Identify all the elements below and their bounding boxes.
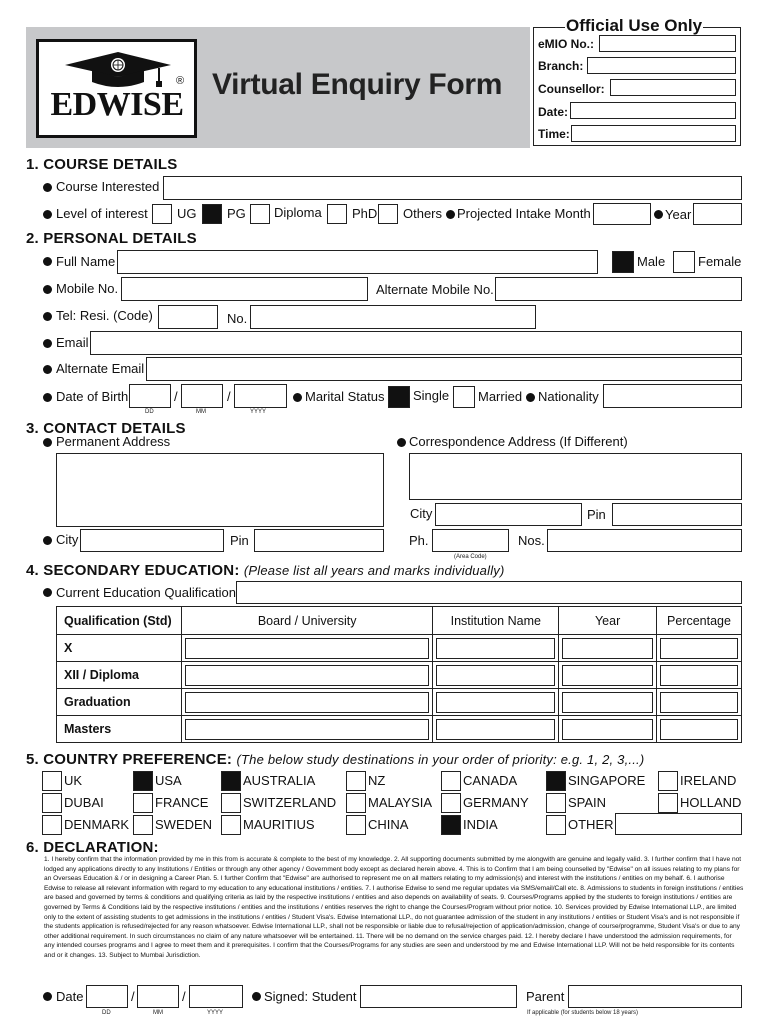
diploma-label: Diploma: [274, 205, 322, 220]
denmark-checkbox[interactable]: [42, 815, 62, 835]
official-use-title: Official Use Only: [566, 16, 703, 35]
tel-no-label: No.: [227, 311, 248, 326]
other-country-field[interactable]: [615, 813, 742, 835]
spain-checkbox[interactable]: [546, 793, 566, 813]
signed-student-label: Signed: Student: [264, 989, 357, 1004]
education-table-header: [57, 607, 742, 635]
permanent-address-label: Permanent Address: [56, 434, 171, 449]
sign-month-field[interactable]: [137, 985, 179, 1008]
canada-label: CANADA: [463, 773, 518, 788]
female-checkbox[interactable]: [673, 251, 695, 273]
institution-cell[interactable]: [433, 689, 559, 716]
pg-checkbox[interactable]: [202, 204, 222, 224]
counsellor-label: Counsellor:: [538, 82, 605, 96]
dob-dd-hint: DD: [145, 409, 154, 415]
nationality-field[interactable]: [603, 384, 742, 408]
dob-label: Date of Birth: [56, 389, 129, 404]
male-label: Male: [637, 254, 666, 269]
official-date-field[interactable]: [570, 102, 736, 119]
china-checkbox[interactable]: [346, 815, 366, 835]
single-label: Single: [413, 388, 450, 403]
bullet: [252, 992, 261, 1001]
sign-year-field[interactable]: [189, 985, 243, 1008]
corr-pin-label: Pin: [587, 507, 606, 522]
germany-checkbox[interactable]: [441, 793, 461, 813]
switzerland-label: SWITZERLAND: [243, 795, 337, 810]
institution-cell[interactable]: [433, 635, 559, 662]
bullet: [293, 393, 302, 402]
holland-label: HOLLAND: [680, 795, 742, 810]
sign-slash: /: [182, 989, 186, 1004]
pg-label: PG: [227, 206, 246, 221]
year-cell[interactable]: [559, 689, 657, 716]
uk-label: UK: [64, 773, 83, 788]
table-row: [57, 635, 742, 662]
sign-date-label: Date: [56, 989, 84, 1004]
education-table: [56, 606, 742, 743]
bullet: [43, 312, 52, 321]
board-cell[interactable]: [181, 635, 433, 662]
holland-checkbox[interactable]: [658, 793, 678, 813]
single-checkbox[interactable]: [388, 386, 410, 408]
female-label: Female: [698, 254, 742, 269]
dubai-label: DUBAI: [64, 795, 104, 810]
bullet: [43, 257, 52, 266]
current-qualification-field[interactable]: [236, 581, 742, 604]
row-label: Masters: [57, 716, 182, 743]
bullet: [43, 536, 52, 545]
personal-details-heading: 2. PERSONAL DETAILS: [26, 230, 197, 247]
col-percentage: Percentage: [657, 607, 742, 635]
nationality-label: Nationality: [538, 389, 599, 404]
full-name-field[interactable]: [117, 250, 598, 274]
germany-label: GERMANY: [463, 795, 529, 810]
bullet: [43, 365, 52, 374]
permanent-address-field[interactable]: [56, 453, 384, 527]
country-preference-heading: [26, 751, 644, 768]
table-row: [57, 662, 742, 689]
china-label: CHINA: [368, 817, 409, 832]
parent-signature-field[interactable]: [568, 985, 742, 1008]
bullet: [43, 393, 52, 402]
dob-year-field[interactable]: [234, 384, 287, 408]
full-name-label: Full Name: [56, 254, 116, 269]
phd-checkbox[interactable]: [327, 204, 347, 224]
diploma-checkbox[interactable]: [250, 204, 270, 224]
parent-label: Parent: [526, 989, 565, 1004]
board-cell[interactable]: [181, 662, 433, 689]
declaration-heading: 6. DECLARATION:: [26, 839, 159, 856]
mauritius-label: MAURITIUS: [243, 817, 315, 832]
france-checkbox[interactable]: [133, 793, 153, 813]
year-cell[interactable]: [559, 635, 657, 662]
row-label: X: [57, 635, 182, 662]
bullet: [43, 183, 52, 192]
email-label: Email: [56, 335, 89, 350]
others-checkbox[interactable]: [378, 204, 398, 224]
usa-checkbox[interactable]: [133, 771, 153, 791]
ug-label: UG: [177, 206, 197, 221]
form-title: Virtual Enquiry Form: [212, 68, 503, 101]
nz-checkbox[interactable]: [346, 771, 366, 791]
sign-slash: /: [131, 989, 135, 1004]
intake-month-field[interactable]: [593, 203, 651, 225]
institution-cell[interactable]: [433, 716, 559, 743]
col-institution: Institution Name: [433, 607, 559, 635]
branch-label: Branch:: [538, 59, 584, 73]
india-checkbox[interactable]: [441, 815, 461, 835]
sweden-label: SWEDEN: [155, 817, 213, 832]
singapore-checkbox[interactable]: [546, 771, 566, 791]
dob-day-field[interactable]: [129, 384, 171, 408]
perm-pin-field[interactable]: [254, 529, 384, 552]
malaysia-checkbox[interactable]: [346, 793, 366, 813]
correspondence-address-field[interactable]: [409, 453, 742, 500]
sweden-checkbox[interactable]: [133, 815, 153, 835]
sign-yyyy-hint: YYYY: [207, 1010, 224, 1016]
usa-label: USA: [155, 773, 182, 788]
tel-resi-label: Tel: Resi. (Code): [56, 308, 153, 323]
sign-day-field[interactable]: [86, 985, 128, 1008]
secondary-education-heading: [26, 562, 505, 579]
intake-month-label: Projected Intake Month: [457, 206, 591, 221]
marital-status-label: Marital Status: [305, 389, 385, 404]
dob-mm-hint: MM: [196, 409, 206, 415]
percentage-cell[interactable]: [657, 662, 742, 689]
mobile-label: Mobile No.: [56, 281, 119, 296]
others-label: Others: [403, 206, 443, 221]
official-time-field[interactable]: [571, 125, 736, 142]
row-label: XII / Diploma: [57, 662, 182, 689]
canada-checkbox[interactable]: [441, 771, 461, 791]
phone-nos-field[interactable]: [547, 529, 742, 552]
course-interested-field[interactable]: [163, 176, 742, 200]
bullet: [43, 285, 52, 294]
board-cell[interactable]: [181, 716, 433, 743]
col-board: Board / University: [181, 607, 433, 635]
nos-label: Nos.: [518, 533, 545, 548]
area-code-hint: (Area Code): [454, 554, 487, 560]
malaysia-label: MALAYSIA: [368, 795, 433, 810]
percentage-cell[interactable]: [657, 635, 742, 662]
country-preference-hint: (The below study destinations in your order of priority: e.g. 1, 2, 3,...): [236, 752, 645, 767]
ireland-label: IRELAND: [680, 773, 737, 788]
year-cell[interactable]: [559, 662, 657, 689]
col-qualification: Qualification (Std): [57, 607, 182, 635]
denmark-label: DENMARK: [64, 817, 130, 832]
bullet: [397, 438, 406, 447]
year-cell[interactable]: [559, 716, 657, 743]
branch-field[interactable]: [587, 57, 736, 74]
uk-checkbox[interactable]: [42, 771, 62, 791]
switzerland-checkbox[interactable]: [221, 793, 241, 813]
singapore-label: SINGAPORE: [568, 773, 646, 788]
percentage-cell[interactable]: [657, 716, 742, 743]
corr-city-label: City: [410, 506, 433, 521]
mauritius-checkbox[interactable]: [221, 815, 241, 835]
alt-email-field[interactable]: [146, 357, 742, 381]
france-label: FRANCE: [155, 795, 209, 810]
bullet: [526, 393, 535, 402]
board-cell[interactable]: [181, 689, 433, 716]
contact-details-heading: 3. CONTACT DETAILS: [26, 420, 186, 437]
table-row: [57, 689, 742, 716]
bullet: [43, 438, 52, 447]
course-details-heading: 1. COURSE DETAILS: [26, 156, 178, 173]
married-checkbox[interactable]: [453, 386, 475, 408]
registered-mark: ®: [176, 75, 185, 87]
dob-yyyy-hint: YYYY: [250, 409, 267, 415]
table-row: [57, 716, 742, 743]
area-code-field[interactable]: [432, 529, 509, 552]
sign-dd-hint: DD: [102, 1010, 111, 1016]
dob-month-field[interactable]: [181, 384, 223, 408]
official-time-label: Time:: [538, 127, 570, 141]
other-checkbox[interactable]: [546, 815, 566, 835]
email-field[interactable]: [90, 331, 742, 355]
corr-pin-field[interactable]: [612, 503, 742, 526]
year-label: Year: [665, 207, 692, 222]
perm-pin-label: Pin: [230, 533, 249, 548]
australia-label: AUSTRALIA: [243, 773, 316, 788]
country-preference-title: 5. COUNTRY PREFERENCE:: [26, 751, 233, 768]
mobile-field[interactable]: [121, 277, 368, 301]
bullet: [43, 992, 52, 1001]
edwise-logo: [36, 39, 197, 138]
bullet: [446, 210, 455, 219]
official-date-label: Date:: [538, 105, 569, 119]
current-qualification-label: Current Education Qualification: [56, 585, 236, 600]
row-label: Graduation: [57, 689, 182, 716]
sign-mm-hint: MM: [153, 1010, 163, 1016]
dob-slash: /: [227, 389, 231, 404]
level-of-interest-label: Level of interest: [56, 206, 148, 221]
india-label: INDIA: [463, 817, 498, 832]
correspondence-address-label: Correspondence Address (If Different): [409, 434, 628, 449]
logo-text: EDWISE: [50, 86, 184, 123]
spain-label: SPAIN: [568, 795, 607, 810]
australia-checkbox[interactable]: [221, 771, 241, 791]
bullet: [654, 210, 663, 219]
male-checkbox[interactable]: [612, 251, 634, 273]
perm-city-field[interactable]: [80, 529, 224, 552]
phd-label: PhD: [352, 206, 378, 221]
phone-label: Ph.: [409, 533, 429, 548]
alt-mobile-field[interactable]: [495, 277, 742, 301]
dubai-checkbox[interactable]: [42, 793, 62, 813]
emio-label: eMIO No.:: [538, 37, 594, 51]
parent-note: If applicable (for students below 18 years): [527, 1010, 639, 1016]
other-label: OTHER: [568, 817, 614, 832]
ireland-checkbox[interactable]: [658, 771, 678, 791]
alt-email-label: Alternate Email: [56, 361, 145, 376]
institution-cell[interactable]: [433, 662, 559, 689]
alt-mobile-label: Alternate Mobile No.: [376, 282, 494, 297]
bullet: [43, 210, 52, 219]
tel-code-field[interactable]: [158, 305, 218, 329]
ug-checkbox[interactable]: [152, 204, 172, 224]
bullet: [43, 339, 52, 348]
intake-year-field[interactable]: [693, 203, 742, 225]
dob-slash: /: [174, 389, 178, 404]
married-label: Married: [478, 389, 523, 404]
nz-label: NZ: [368, 773, 386, 788]
perm-city-label: City: [56, 532, 79, 547]
bullet: [43, 588, 52, 597]
declaration-text: 1. I hereby confirm that the information provided by me in this from is accurate & complete to the best of my knowledge. 2. All supporting documents submitted by me alongwith are genuine and legally valid. 3. I further confirm that I have not lodged any applications directly to any Institutions / Entities or through any other agency / Government body except as declared herein above. 4. This is to Confirm that I am being counselled by "Edwise" on all issues relating to my plans for an Overseas Education & / or in designing a Career Plan. 5. I further Confirm that "Edwise" are authorised to represent me on all matters relating to my admission(s) and interest with the institutions / entities on my behalf. 6. I authorise Edwise to release all relevant information with regard to my education to any educational institutions / entities. 7. I authorise Edwise to send me regular updates via SMS/email/Call etc. 8. Admissions to students in foreign institutions / entities are based and governed by terms & conditions and qualifying criteria as laid by the respective institutions / entities and also depends on availability of seats. 9. Courses/Programs applied by the students to foreign institutions / entities are governed by Terms & Conditions laid by the respective institutions / entities and the institutions / entities reserves the right to change the Courses/Program without prior notice. 10. Services provided by Edwise International LLP., are limited only to the extent of assisting students to get admissions in the institutions / entities / Student Visa's. Edwise International LLP., do not guarantee admission of the student in any institutions / entities or Student Visa's and is not responsible if the students application is refused/rejected for any reason whatsoever. Edwise International LLP., shall not be responsible or liable due to refusal/rejection of application/admission, change of course/programme, Student Visa's or due to any other additional requirement. In such circumstances no claim of any nature whatsoever will be entertained. 11. There will be no demand on the service charges paid. 12. I hereby declare I have understood the admission requirements, for any intended courses programs and I agree to meet them and it prerequisites. I confirm that the Courses/Programs for any studies are seen and understood by me and Edwise International LLP. Will not be held responsible for its contents and or it changes. 13. Subject to Mumbai Jurisdiction.: [44, 856, 744, 959]
student-signature-field[interactable]: [360, 985, 517, 1008]
percentage-cell[interactable]: [657, 689, 742, 716]
counsellor-field[interactable]: [610, 79, 736, 96]
course-interested-label: Course Interested: [56, 179, 160, 194]
secondary-education-title: 4. SECONDARY EDUCATION:: [26, 562, 240, 579]
col-year: Year: [559, 607, 657, 635]
tel-no-field[interactable]: [250, 305, 536, 329]
secondary-education-hint: (Please list all years and marks individually): [243, 563, 505, 578]
emio-field[interactable]: [599, 35, 736, 52]
corr-city-field[interactable]: [435, 503, 582, 526]
